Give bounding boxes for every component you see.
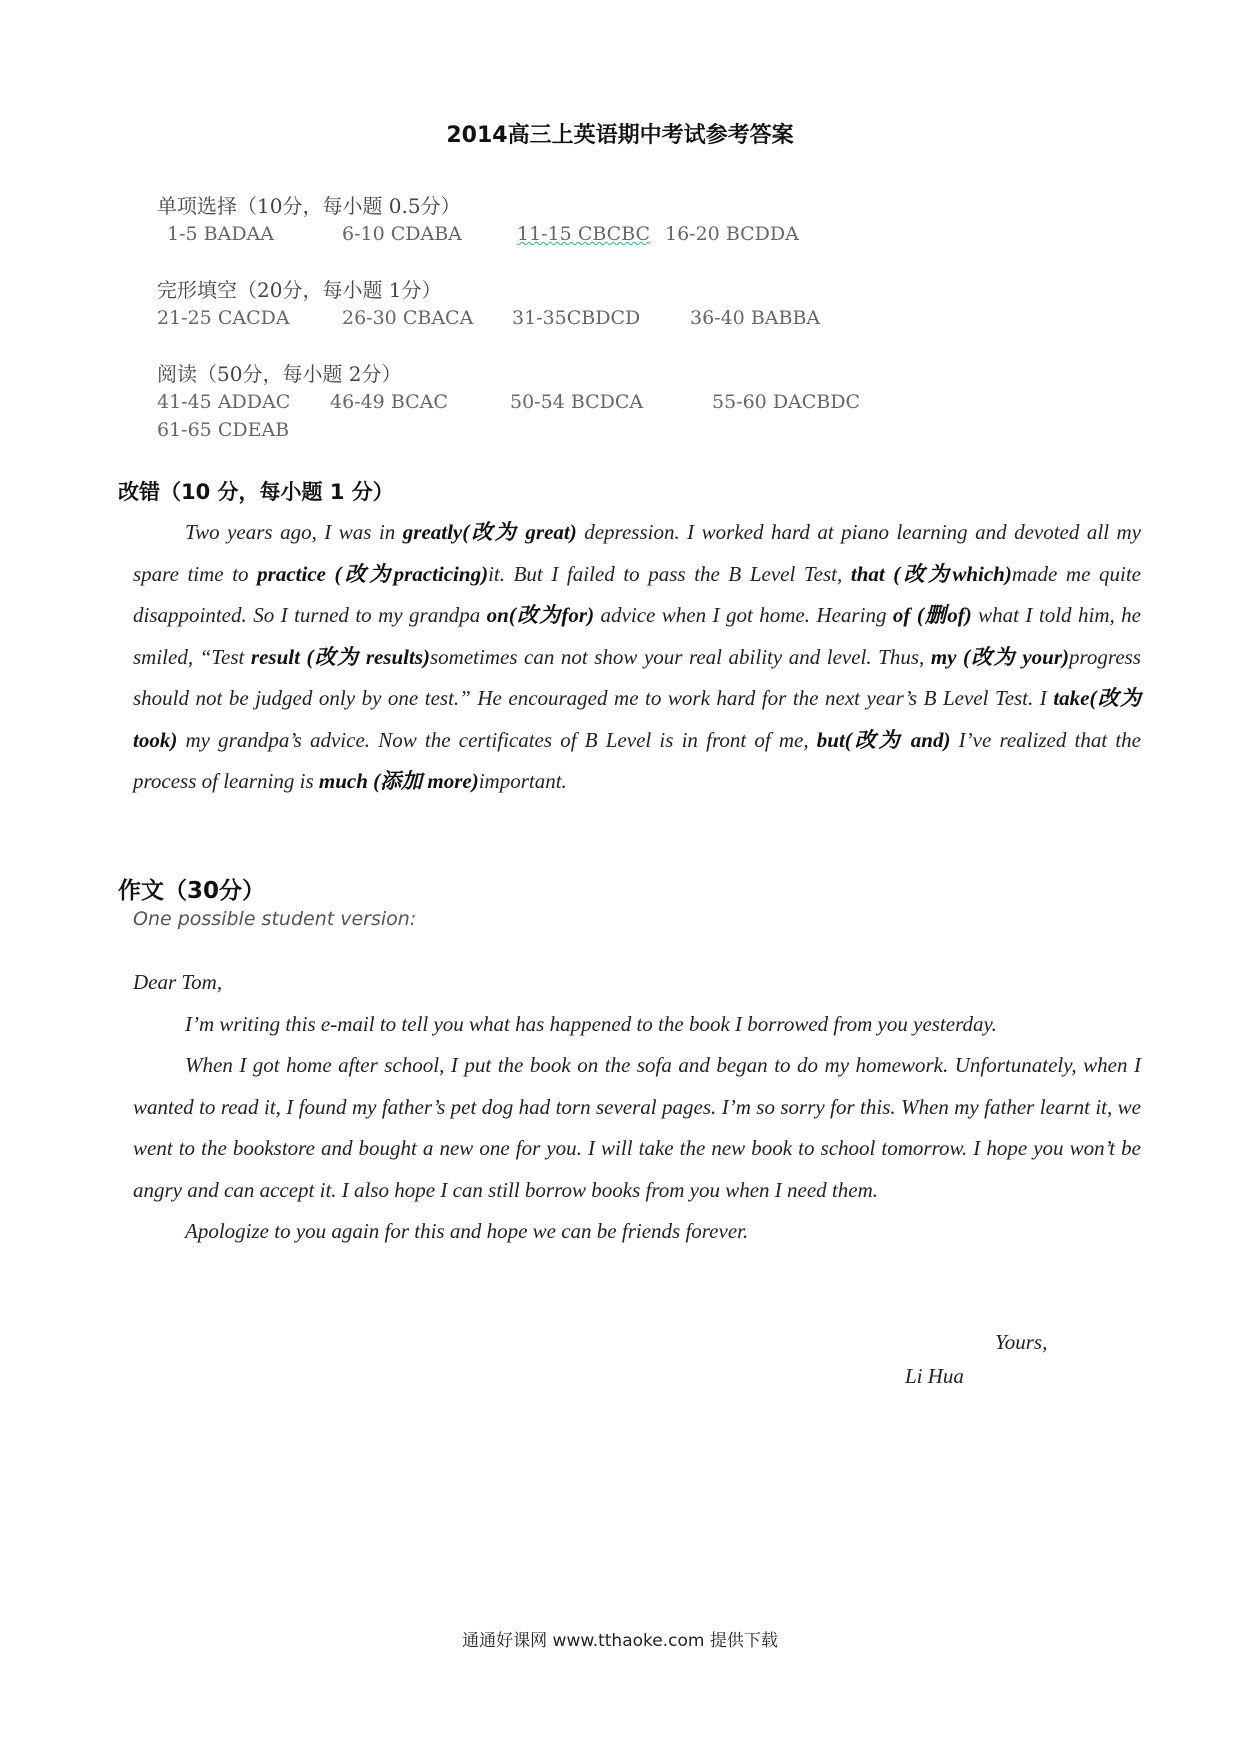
passage-text: what I told him, he smiled, “Test [133, 603, 1141, 669]
letter-paragraph [133, 1045, 1141, 1211]
correction-mark: much (添加 more) [318, 769, 479, 793]
correction-paragraph [133, 512, 1141, 803]
passage-text: made me quite disappointed. So I turned to my grandpa [133, 561, 1141, 627]
correction-mark: result (改为 results) [250, 644, 430, 669]
answer-group: 61-65 CDEAB [157, 419, 290, 441]
correction-mark: but(改为 and) [816, 727, 951, 752]
passage-text: advice when I got home. Hearing [594, 603, 893, 627]
correction-heading: 改错（10 分，每小题 1 分） [118, 480, 394, 504]
correction-mark: take(改为 took) [133, 686, 1142, 752]
passage-text: my grandpa’s advice. Now the certificates of B Level is in front of me, [177, 727, 817, 752]
section-heading: 阅读（50分，每小题 2分） [157, 362, 402, 386]
correction-mark: practice (改为practicing) [257, 561, 489, 586]
section-heading: 完形填空（20分，每小题 1分） [157, 278, 442, 302]
correction-mark: that (改为which) [850, 561, 1012, 586]
answer-row [157, 223, 1057, 251]
correction-mark: of (删of) [892, 603, 972, 627]
letter-paragraph [133, 1211, 1141, 1253]
answer-group: 6-10 CDABA [342, 223, 462, 245]
multiple-choice-section [157, 190, 1057, 251]
answer-group: 31-35CBDCD [512, 307, 641, 329]
page-footer: 通通好课网 www.tthaoke.com 提供下载 [462, 1631, 778, 1651]
essay-heading: 作文（30分） [118, 878, 266, 904]
answer-row [157, 307, 1057, 335]
letter-paragraph [133, 1004, 1141, 1046]
letter-text: When I got home after school, I put the book on the sofa and began to do my homework. Unfortunately, when I wanted to read it, I found my father’s pet dog had torn several pages. I’m so sorry for this. When my father learnt it, we went to the bookstore and bought a new one for you. I will take the new book to school tomorrow. I hope you won’t be angry and can accept it. I also hope I can still borrow books from you when I need them. [133, 1053, 1141, 1202]
answer-row [157, 419, 1057, 447]
section-heading: 单项选择（10分，每小题 0.5分） [157, 194, 461, 218]
passage-text: important. [478, 769, 567, 793]
letter-signature: Li Hua [905, 1364, 964, 1388]
answer-group: 55-60 DACBDC [712, 391, 861, 413]
answer-text: 11-15 CBCBC [517, 223, 651, 245]
sample-letter [133, 962, 1141, 1253]
reading-section [157, 358, 1057, 447]
letter-closing: Yours, [995, 1330, 1048, 1354]
answer-group: 21-25 CACDA [157, 307, 290, 329]
correction-mark: greatly(改为 great) [402, 520, 577, 544]
passage-text: it. But I failed to pass the B Level Test, [488, 561, 851, 586]
correction-mark: my (改为 your) [930, 644, 1070, 669]
passage-text: sometimes can not show your real ability and level. Thus, [430, 644, 931, 669]
cloze-section [157, 274, 1057, 335]
answer-group: 41-45 ADDAC [157, 391, 291, 413]
passage-text: progress should not be judged only by one test.” He encouraged me to work hard for the next year’s B Level Test. I [133, 644, 1141, 710]
letter-greeting: Dear Tom, [133, 970, 223, 994]
passage-text: I’ve realized that the process of learning is [133, 727, 1142, 793]
answer-group: 1-5 BADAA [167, 223, 274, 245]
answer-group: 16-20 BCDDA [665, 223, 799, 245]
letter-text: I’m writing this e-mail to tell you what has happened to the book I borrowed from you yesterday. [185, 1011, 997, 1036]
page-title: 2014高三上英语期中考试参考答案 [446, 123, 794, 148]
essay-subtitle: One possible student version: [133, 908, 417, 930]
passage-text: depression. I worked hard at piano learning and devoted all my spare time to [133, 520, 1141, 586]
answer-group: 26-30 CBACA [342, 307, 474, 329]
letter-text: Apologize to you again for this and hope we can be friends forever. [185, 1219, 749, 1243]
answer-group: 36-40 BABBA [690, 307, 821, 329]
passage-text: Two years ago, I was in [185, 520, 403, 544]
answer-row [157, 391, 1057, 419]
answer-group: 46-49 BCAC [330, 391, 448, 413]
answer-group: 50-54 BCDCA [510, 391, 644, 413]
answer-group [517, 223, 650, 245]
correction-mark: on(改为for) [486, 603, 595, 627]
